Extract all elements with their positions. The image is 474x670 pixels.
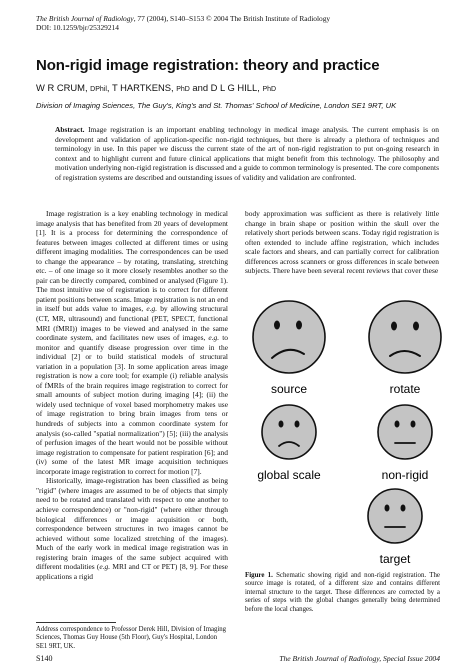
author-list <box>36 82 276 93</box>
author-crum: W R CRUM, <box>36 82 91 93</box>
author-hill-degree: PhD <box>262 86 277 93</box>
figure-caption <box>245 572 440 614</box>
face-outline <box>253 301 325 373</box>
label-global-scale: global scale <box>257 468 321 482</box>
face-outline <box>369 301 441 373</box>
body-paragraph <box>36 476 228 581</box>
face-eye <box>391 322 397 331</box>
body-text: to monitor and quantify disease progression over time in the individual [2] or to build statistical models of structural variation in a population [3]. In some application areas image registration is now a core tool; for example (i) reliable analysis of fMRIs of the brain requires image registration to correct for small amounts of subject motion during imaging [4]; (ii) the widely used technique of voxel based morphometry makes use of image registration to bring brain images from tens or hundreds of subjects into a common coordinate system for analysis (so-called "spatial normalization") [5]; (iii) the analysis of perfusion images of the heart would not be possible without image registration to compensate for patient respiration [6]; and (iv) some of the latest MR image acquisition techniques incorporate image registration to correct for motion [7]. <box>36 333 228 476</box>
body-paragraph <box>36 209 228 476</box>
doi: DOI: 10.1259/bjr/25329214 <box>36 23 119 33</box>
label-source: source <box>270 382 308 396</box>
journal-name: The British Journal of Radiology <box>36 14 134 23</box>
page-number: S140 <box>36 654 53 663</box>
face-eye <box>413 322 419 331</box>
face-outline <box>262 405 316 459</box>
footnote-rule <box>36 622 116 623</box>
label-non-rigid: non-rigid <box>381 468 429 482</box>
body-text-italic: e.g. <box>146 304 158 314</box>
face-eye <box>296 321 302 330</box>
face-eye <box>401 505 406 512</box>
face-source <box>253 301 325 373</box>
label-rotate: rotate <box>389 382 421 396</box>
face-eye <box>279 421 284 428</box>
face-rotate <box>369 301 441 373</box>
face-eye <box>395 421 400 428</box>
face-target <box>368 489 422 543</box>
face-eye <box>411 421 416 428</box>
face-non-rigid <box>378 405 432 459</box>
body-text: Image registration is a key enabling technology in medical image analysis that has benefited from 20 years of development [1]. It is a process for determining the correspondence of features between images collected at different times or using different imaging modalities. The correspondences can be used to change the appearance – by rotating, translating, stretching etc. – of one image so it more closely resembles another so the pair can be directly compared, combined or analysed (Figure 1). The most intuitive use of registration is to correct for different patient positions between scans. Image registration is not an end in itself but adds value to images, <box>36 209 228 314</box>
abstract-text: Image registration is an important enabling technology in medical image analysis. The current emphasis is on development and validation of application-specific non-rigid techniques, but there is already a plethora of techniques and terminology in use. In this paper we discuss the current state of the art of non-rigid registration to put on-going research in context and to highlight current and future clinical applications that might benefit from this technology. The philosophy and motivation underlying non-rigid registration is discussed and a guide to common terminology is presented. The core components of registration systems are described and outstanding issues of validity and validation are confronted. <box>55 125 439 182</box>
body-text: by allowing structural (CT, MR, ultrasound) and functional (PET, SPECT, functional MRI (fMRI)) images to be viewed and analysed in the same coordinate system, and facilitates new uses of images, <box>36 304 228 343</box>
correspondence-footnote: Address correspondence to Professor Derek Hill, Division of Imaging Sciences, Thomas Guy House (5th Floor), Guy's Hospital, London SE1 9RT, UK. <box>36 626 227 650</box>
abstract-label: Abstract. <box>55 125 85 134</box>
author-crum-degree: DPhil <box>90 86 107 93</box>
figure-caption-label: Figure 1. <box>245 572 273 579</box>
body-text-italic: e.g. <box>99 562 111 572</box>
copyright-notice: © 2004 The British Institute of Radiology <box>204 14 331 23</box>
label-target: target <box>379 552 411 566</box>
journal-volume-pages: , 77 (2004), S140–S153 <box>133 14 205 23</box>
body-text: MRI and CT or PET) [8, 9]. For these applications a rigid <box>36 562 228 581</box>
affiliation: Division of Imaging Sciences, The Guy's, King's and St. Thomas' School of Medicine, London SE1 9RT, UK <box>36 101 397 110</box>
body-column-right <box>245 209 439 276</box>
body-text: Historically, image-registration has been classified as being "rigid" (where images are assumed to be of objects that simply need to be rotated and translated with respect to one another to achieve correspondence) or "non-rigid" (where either through biological differences or image acquisition or both, correspondence between structures in two images cannot be achieved without some localized stretching of the images). Much of the early work in medical image registration was in registering brain images of the same subject acquired with different modalities ( <box>36 476 228 572</box>
abstract <box>55 125 439 183</box>
body-paragraph: body approximation was sufficient as there is relatively little change in brain shape or position within the skull over the relatively short periods between scans. Today rigid registration is often extended to include affine registration, which includes scale factors and shears, and can partially correct for calibration differences across scanners or gross differences in scale between subjects. There have been several recent reviews that cover these <box>245 209 439 276</box>
author-hartkens: , T HARTKENS, <box>106 82 177 93</box>
face-eye <box>295 421 300 428</box>
face-eye <box>274 321 280 330</box>
footer-journal: The British Journal of Radiology, Special Issue 2004 <box>279 654 440 663</box>
figure-caption-text: Schematic showing rigid and non-rigid registration. The source image is rotated, of a different size and contains different internal structure to the target. These differences are corrected by a series of steps with the global changes generally being determined before the local changes. <box>245 572 440 613</box>
face-global-scale <box>262 405 316 459</box>
author-hill: and D L G HILL, <box>189 82 263 93</box>
face-eye <box>385 505 390 512</box>
face-outline <box>368 489 422 543</box>
paper-title: Non-rigid image registration: theory and practice <box>36 57 380 74</box>
face-outline <box>378 405 432 459</box>
body-text-italic: e.g. <box>208 333 220 343</box>
author-hartkens-degree: PhD <box>176 86 190 93</box>
figure-1 <box>232 290 460 568</box>
journal-citation-line <box>36 14 436 23</box>
journal-header <box>36 14 436 33</box>
body-column-left <box>36 209 228 619</box>
